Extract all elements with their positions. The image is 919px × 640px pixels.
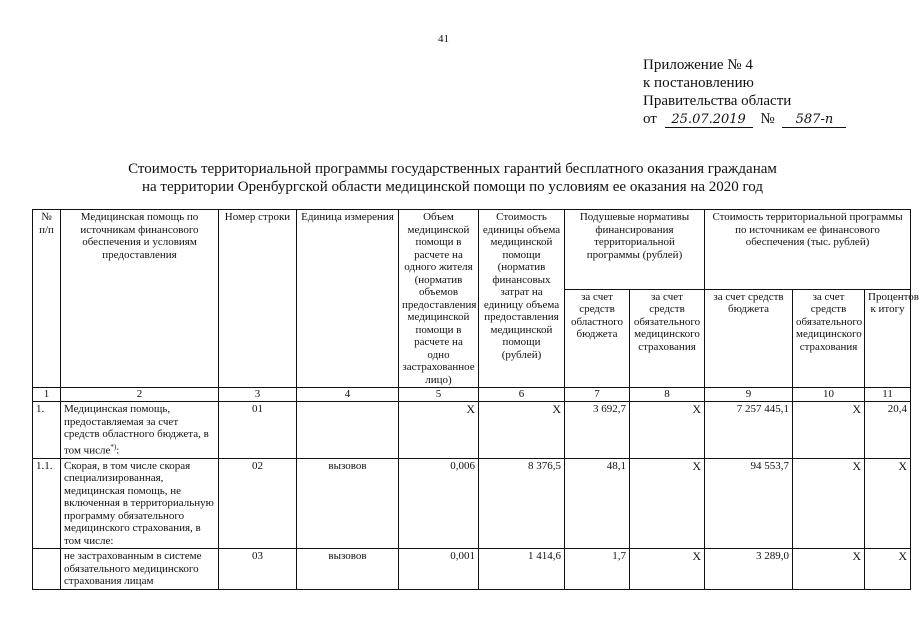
header-row-1 xyxy=(33,210,911,290)
cell-percap-oms: Х xyxy=(630,458,705,549)
header-percap-oms: за счет средств обязательного медицинского страхования xyxy=(630,289,705,387)
header-unit: Единица измерения xyxy=(297,210,399,388)
footnote-mark: *) xyxy=(110,442,117,451)
cell-volume: 0,006 xyxy=(399,458,479,549)
appendix-line-3: Правительства области xyxy=(643,93,792,109)
header-name: Медицинская помощь по источникам финансового обеспечения и условиям предоставления xyxy=(61,210,219,388)
cell-volume: 0,001 xyxy=(399,549,479,590)
header-total-group: Стоимость территориальной программы по источникам ее финансового обеспечения (тыс. рублей) xyxy=(705,210,911,290)
from-label: от xyxy=(643,111,657,127)
cell-total-budget: 7 257 445,1 xyxy=(705,402,793,459)
cell-total-pct: 20,4 xyxy=(865,402,911,459)
column-number: 7 xyxy=(565,388,630,402)
cell-total-oms: Х xyxy=(793,549,865,590)
handwritten-date: 25.07.2019 xyxy=(665,113,753,128)
cell-name-suffix: : xyxy=(116,444,120,457)
cell-name: Скорая, в том числе скорая специализированная, медицинская помощь, не включенная в территориальную программу обязательного медицинского страхования, в том числе: xyxy=(61,458,219,549)
column-number: 4 xyxy=(297,388,399,402)
cell-name-text: Медицинская помощь, предоставляемая за счет средств областного бюджета, в том числе xyxy=(64,403,209,457)
title-line-2: на территории Оренбургской области медицинской помощи по условиям ее оказания на 2020 год xyxy=(141,179,764,195)
cell-percap-budget: 48,1 xyxy=(565,458,630,549)
cell-total-budget: 94 553,7 xyxy=(705,458,793,549)
cell-row-number: 03 xyxy=(219,549,297,590)
header-total-oms: за счет средств обязательного медицинского страхования xyxy=(793,289,865,387)
cell-unit: вызовов xyxy=(297,549,399,590)
column-number: 9 xyxy=(705,388,793,402)
cell-percap-budget: 3 692,7 xyxy=(565,402,630,459)
header-total-pct: Процентов к итогу xyxy=(865,289,911,387)
column-number: 5 xyxy=(399,388,479,402)
column-number-row xyxy=(33,388,911,402)
cell-cost: 1 414,6 xyxy=(479,549,565,590)
cell-total-budget: 3 289,0 xyxy=(705,549,793,590)
column-number: 10 xyxy=(793,388,865,402)
column-number: 6 xyxy=(479,388,565,402)
appendix-date-line xyxy=(643,110,846,128)
cell-percap-oms: Х xyxy=(630,549,705,590)
cell-unit xyxy=(297,402,399,459)
cell-total-pct: Х xyxy=(865,549,911,590)
header-row-number: Номер строки xyxy=(219,210,297,388)
appendix-line-2: к постановлению xyxy=(643,75,754,91)
cell-row-number: 02 xyxy=(219,458,297,549)
header-total-budget: за счет средств бюджета xyxy=(705,289,793,387)
cell-num: 1.1. xyxy=(33,458,61,549)
cell-total-oms: Х xyxy=(793,458,865,549)
cell-name xyxy=(61,402,219,459)
column-number: 2 xyxy=(61,388,219,402)
header-num: № п/п xyxy=(33,210,61,388)
header-percap-group: Подушевые нормативы финансирования территориальной программы (рублей) xyxy=(565,210,705,290)
header-volume: Объем медицинской помощи в расчете на одного жителя (норматив объемов предоставления медицинской помощи в расчете на одно застрахованное лицо) xyxy=(399,210,479,388)
header-cost: Стоимость единицы объема медицинской помощи (норматив финансовых затрат на единицу объема предоставления медицинской помощи (рублей) xyxy=(479,210,565,388)
handwritten-number: 587-п xyxy=(782,113,846,128)
cell-total-oms: Х xyxy=(793,402,865,459)
table-row xyxy=(33,458,911,549)
cell-num: 1. xyxy=(33,402,61,459)
cell-num xyxy=(33,549,61,590)
column-number: 11 xyxy=(865,388,911,402)
cell-unit: вызовов xyxy=(297,458,399,549)
title-line-1: Стоимость территориальной программы государственных гарантий бесплатного оказания гражданам xyxy=(128,161,777,177)
cell-cost: 8 376,5 xyxy=(479,458,565,549)
program-cost-table xyxy=(32,209,919,590)
cell-volume: Х xyxy=(399,402,479,459)
table-row xyxy=(33,402,911,459)
column-number: 1 xyxy=(33,388,61,402)
column-number: 3 xyxy=(219,388,297,402)
cell-row-number: 01 xyxy=(219,402,297,459)
column-number: 8 xyxy=(630,388,705,402)
appendix-header xyxy=(643,56,846,128)
cell-cost: Х xyxy=(479,402,565,459)
cell-total-pct: Х xyxy=(865,458,911,549)
table-row xyxy=(33,549,911,590)
page-number: 41 xyxy=(438,33,449,45)
document-title xyxy=(0,160,905,196)
appendix-line-1: Приложение № 4 xyxy=(643,57,753,73)
cell-percap-budget: 1,7 xyxy=(565,549,630,590)
number-label: № xyxy=(760,111,775,127)
cell-name: не застрахованным в системе обязательного медицинского страхования лицам xyxy=(61,549,219,590)
cell-percap-oms: Х xyxy=(630,402,705,459)
header-percap-budget: за счет средств областного бюджета xyxy=(565,289,630,387)
